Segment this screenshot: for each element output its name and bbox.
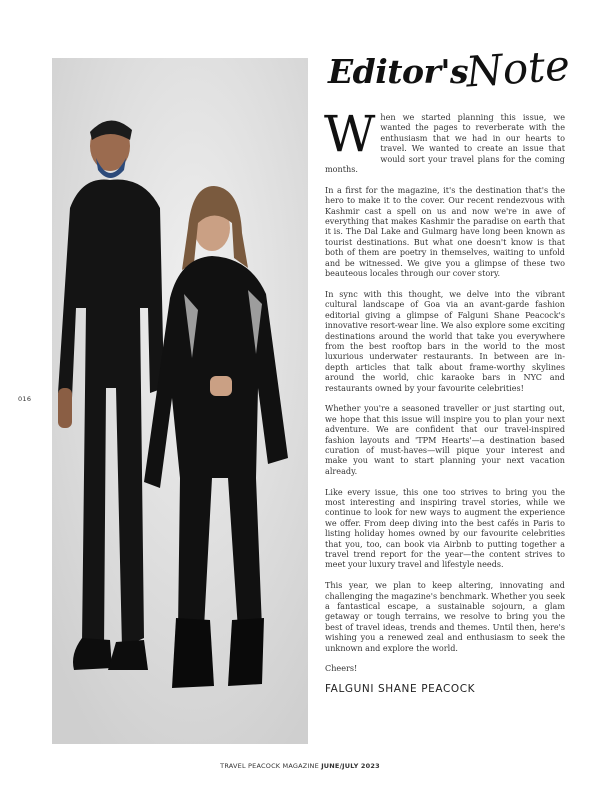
title-main: Editor's	[328, 52, 469, 91]
editors-note-body	[324, 105, 565, 696]
title-script: Note	[464, 40, 572, 97]
paragraph-5: Like every issue, this one too strives to bring you the most interesting and inspiring travel stories, while we continue to look for new ways to augment the experience we offer. From deep diving into the best cafés in Paris to listing holiday homes owned by our favourite celebrities that you, too, can book via Airbnb to putting together a travel trend report for the year—the content strives to meet your luxury travel and lifestyle needs.	[325, 486, 565, 570]
page-number: 016	[18, 395, 32, 403]
paragraph-4: Whether you're a seasoned traveller or just starting out, we hope that this issue will inspire you to plan your next adventure. We are confident that our travel-inspired fashion layouts and 'TPM Hearts'—a destination based curation of must-haves—will pique your interest and make you want to start planning your next vacation already.	[325, 403, 565, 476]
paragraph-1	[324, 105, 565, 175]
paragraph-1-text: hen we started planning this issue, we wanted the pages to reverberate with the enthusiasm that we had in our hearts to travel. We wanted to create an issue that would sort your travel plans for the coming months.	[325, 112, 565, 175]
signoff: Cheers!	[325, 663, 358, 674]
cover-photo	[52, 58, 308, 744]
paragraph-6: This year, we plan to keep altering, innovating and challenging the magazine's benchmark. Whether you seek a fantastical escape, a sustainable sojourn, a glam getaway or tough terrains, we resolve to bring you the best of travel ideas, trends and themes. Until then, here's wishing you a renewed zeal and enthusiasm to seek the unknown and explore the world.	[325, 580, 565, 653]
drop-cap: W	[324, 105, 376, 163]
paragraph-2: In a first for the magazine, it's the destination that's the hero to make it to the cover. Our recent rendezvous with Kashmir cast a spell on us and now we're in awe of everything that makes Kashmir the paradise on earth that it is. The Dal Lake and Gulmarg have long been known as tourist destinations. But what one doesn't know is that both of them are poetry in themselves, waiting to unfold and be witnessed. We give you a glimpse of these two beauteous locales through our cover story.	[325, 184, 565, 279]
footer-issue: JUNE/JULY 2023	[321, 762, 380, 770]
page-title	[328, 40, 572, 105]
footer	[0, 762, 600, 770]
two-people-in-black-outfits-photo	[52, 58, 308, 744]
footer-magazine: TRAVEL PEACOCK MAGAZINE	[220, 762, 319, 770]
signature: FALGUNI SHANE PEACOCK	[325, 683, 476, 696]
paragraph-3: In sync with this thought, we delve into the vibrant cultural landscape of Goa via an avant-garde fashion editorial giving a glimpse of Falguni Shane Peacock's innovative resort-wear line. We also explore some exciting destinations around the world that take you everywhere from the best rooftop bars in the world to the most luxurious underwater restaurants. In between are in-depth articles that talk about frame-worthy skylines around the world, chic karaoke bars in NYC and restaurants owned by your favourite celebrities!	[325, 288, 565, 393]
